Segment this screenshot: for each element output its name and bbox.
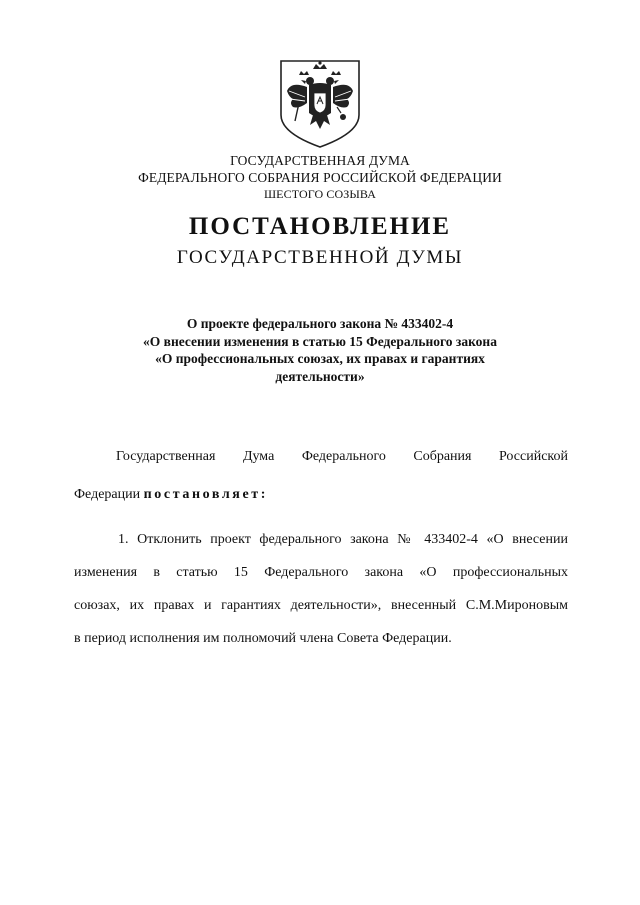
preamble-prefix: Федерации (74, 487, 141, 502)
clause-line: союзах, их правах и гарантиях деятельности», внесенный С.М.Мироновым (74, 598, 568, 613)
document-title: ПОСТАНОВЛЕНИЕ (188, 213, 452, 240)
clause-line: в период исполнения им полномочий члена Совета Федерации. (74, 631, 452, 646)
clause-1-paragraph (74, 523, 568, 655)
header-org-line2: ФЕДЕРАЛЬНОГО СОБРАНИЯ РОССИЙСКОЙ ФЕДЕРАЦИИ (138, 170, 502, 185)
subject-line: О проекте федерального закона № 433402-4 (186, 316, 454, 331)
clause-line: изменения в статью 15 Федерального закона «О профессиональных (74, 565, 568, 580)
preamble-line: Государственная Дума Федерального Собрания Российской (116, 449, 568, 464)
subject-line: деятельности» (275, 368, 365, 384)
header-org-line1: ГОСУДАРСТВЕННАЯ ДУМА (230, 153, 410, 168)
preamble-paragraph (74, 438, 568, 514)
subject-line: «О внесении изменения в статью 15 Федерального закона (143, 333, 497, 349)
document-subtitle: ГОСУДАРСТВЕННОЙ ДУМЫ (176, 247, 464, 268)
preamble-line (74, 476, 568, 514)
russian-coat-of-arms-icon (277, 57, 363, 149)
subject-line: «О профессиональных союзах, их правах и гарантиях (155, 351, 485, 366)
resolves-word: постановляет: (143, 487, 269, 502)
document-subject (0, 315, 640, 385)
header-convocation: ШЕСТОГО СОЗЫВА (263, 187, 377, 201)
document-header (0, 152, 640, 203)
clause-line: 1. Отклонить проект федерального закона № 433402-4 «О внесении (118, 532, 568, 547)
